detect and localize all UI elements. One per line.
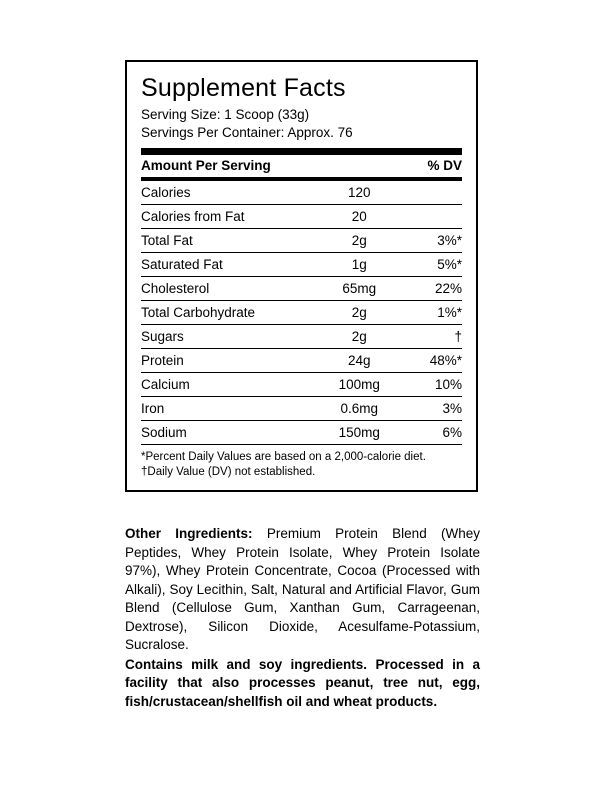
nutrient-name: Calories from Fat	[141, 205, 321, 229]
table-row	[141, 325, 462, 349]
footnote-daily-values: *Percent Daily Values are based on a 2,000-calorie diet.	[141, 451, 426, 463]
nutrient-amount: 0.6mg	[321, 397, 398, 421]
serving-size-line: Serving Size: 1 Scoop (33g)	[141, 107, 310, 122]
table-row	[141, 373, 462, 397]
nutrient-name: Total Carbohydrate	[141, 301, 321, 325]
table-row	[141, 205, 462, 229]
nutrient-name: Calories	[141, 185, 191, 200]
nutrient-name: Sugars	[141, 325, 321, 349]
allergen-statement: Contains milk and soy ingredients. Processed in a facility that also processes peanut, tree nut, egg, fish/crustacean/shellfish oil and wheat products.	[125, 656, 480, 709]
nutrient-name: Protein	[141, 349, 321, 373]
nutrient-name: Saturated Fat	[141, 253, 321, 277]
nutrient-dv: 1%*	[398, 301, 462, 325]
header-amount-spacer	[321, 155, 398, 177]
table-row	[141, 181, 462, 205]
table-row	[141, 277, 462, 301]
table-row	[141, 421, 462, 445]
nutrient-dv: †	[398, 325, 462, 349]
nutrition-table	[141, 155, 462, 177]
nutrient-amount: 100mg	[321, 373, 398, 397]
nutrient-name: Calcium	[141, 373, 321, 397]
nutrient-dv: 3%	[398, 397, 462, 421]
nutrient-amount: 2g	[321, 325, 398, 349]
nutrient-dv: 6%	[398, 421, 462, 445]
panel-title: Supplement Facts	[141, 74, 346, 102]
other-ingredients-text: Premium Protein Blend (Whey Peptides, Whey Protein Isolate, Whey Protein Isolate 97%), Whey Protein Concentrate, Cocoa (Processed with Alkali), Soy Lecithin, Salt, Natural and Artificial Flavor, Gum Blend (Cellulose Gum, Xanthan Gum, Carrageenan, Dextrose), Silicon Dioxide, Acesulfame-Potassium, Sucralose.	[125, 526, 480, 652]
nutrient-amount: 120	[348, 185, 371, 200]
supplement-facts-panel	[125, 60, 478, 492]
nutrient-dv	[398, 181, 462, 205]
nutrient-dv: 10%	[398, 373, 462, 397]
nutrient-amount: 65mg	[321, 277, 398, 301]
nutrient-amount: 24g	[321, 349, 398, 373]
other-ingredients-label: Other Ingredients:	[125, 526, 253, 541]
nutrient-rows-table	[141, 181, 462, 444]
nutrient-dv: 5%*	[398, 253, 462, 277]
nutrient-name: Cholesterol	[141, 277, 321, 301]
nutrient-name: Total Fat	[141, 229, 321, 253]
header-percent-dv: % DV	[427, 158, 462, 173]
nutrient-dv: 48%*	[398, 349, 462, 373]
divider-thick	[141, 148, 462, 155]
servings-per-container-line: Servings Per Container: Approx. 76	[141, 125, 353, 140]
nutrient-amount: 1g	[321, 253, 398, 277]
table-row	[141, 253, 462, 277]
nutrient-dv: 22%	[398, 277, 462, 301]
table-header-row	[141, 155, 462, 177]
nutrient-dv: 3%*	[398, 229, 462, 253]
table-row	[141, 349, 462, 373]
footnote-dv-not-established: †Daily Value (DV) not established.	[141, 466, 316, 478]
nutrient-dv	[398, 205, 462, 229]
nutrient-amount: 20	[321, 205, 398, 229]
nutrient-amount: 150mg	[321, 421, 398, 445]
nutrient-amount: 2g	[321, 229, 398, 253]
nutrient-name: Sodium	[141, 421, 321, 445]
table-row	[141, 229, 462, 253]
header-amount-per-serving: Amount Per Serving	[141, 158, 271, 173]
footnotes	[141, 445, 462, 480]
nutrient-name: Iron	[141, 397, 321, 421]
other-ingredients-block	[125, 525, 480, 711]
nutrient-amount: 2g	[321, 301, 398, 325]
table-row	[141, 397, 462, 421]
table-row	[141, 301, 462, 325]
